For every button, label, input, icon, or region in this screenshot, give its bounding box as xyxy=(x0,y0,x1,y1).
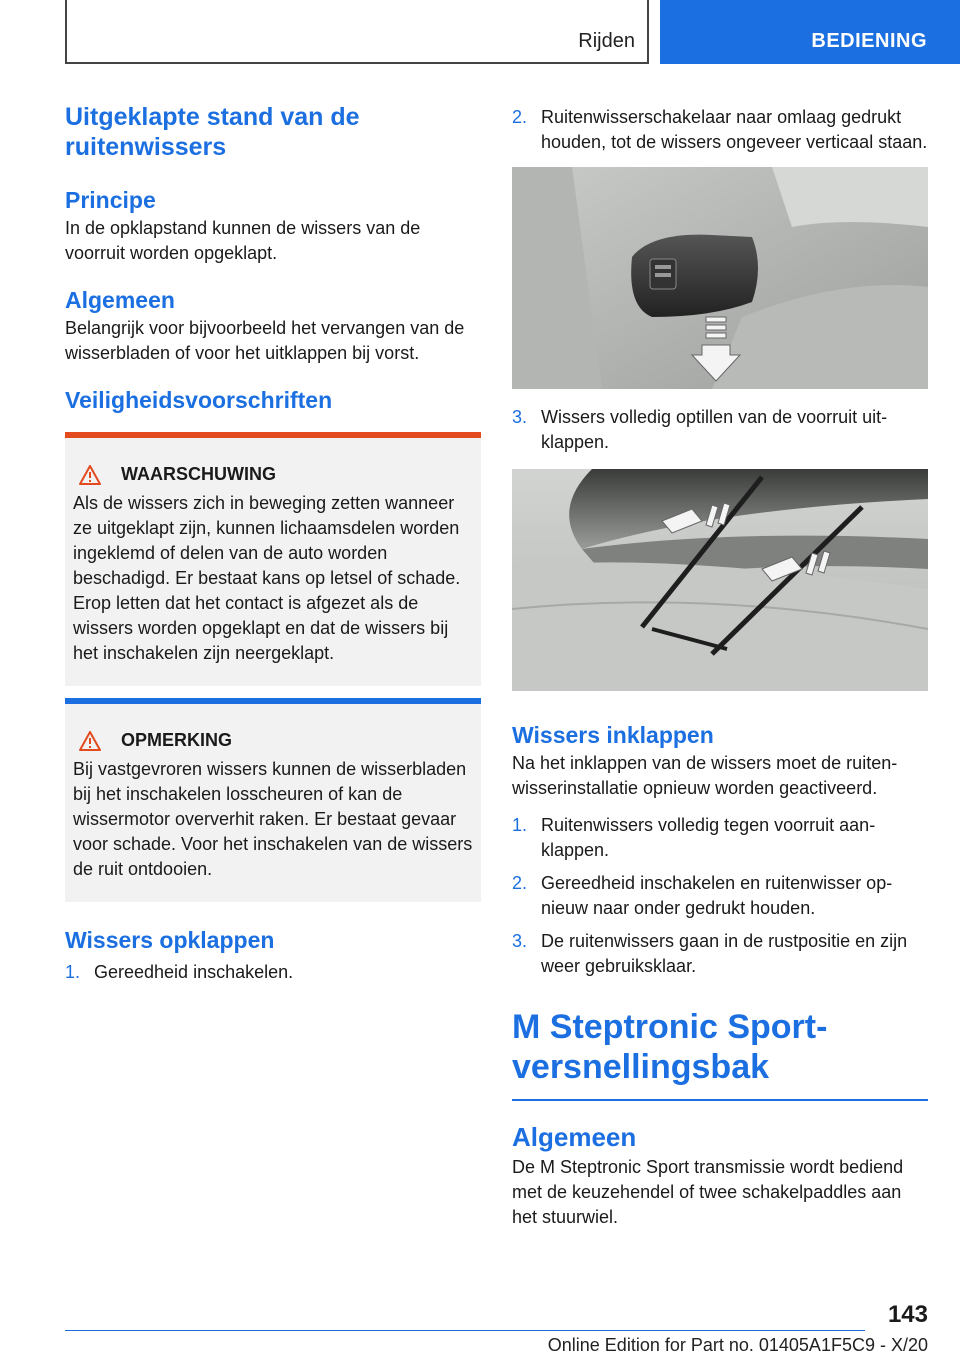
principle-heading: Principe xyxy=(65,187,156,213)
list-item: 3. Wissers volledig optillen van de voorruit uitklappen. xyxy=(512,407,888,452)
fold-up-steps-continued-2 xyxy=(512,405,928,455)
m-general-heading: Algemeen xyxy=(512,1122,637,1152)
title-rule xyxy=(512,1099,928,1101)
m-general-text: De M Steptronic Sport transmissie wordt bediend met de keuzehendel of twee schakelpaddles aan het stuurwiel. xyxy=(512,1157,904,1227)
note-title: OPMERKING xyxy=(121,730,233,750)
list-item: 1. Gereedheid inschakelen. xyxy=(65,962,294,982)
header-frame xyxy=(65,0,649,64)
fold-up-steps-continued xyxy=(512,105,928,155)
warning-title: WAARSCHUWING xyxy=(121,464,276,484)
note-text: Bij vastgevroren wissers kunnen de wisserbladen bij het inschakelen losscheuren of kan de wissermotor oververhit raken. Er bestaat gevaar voor schade. Voor het inschakelen van de wissers de ruit ontdooien. xyxy=(73,759,473,879)
list-item: 2. Ruitenwisserschakelaar naar omlaag gedrukt houden, tot de wissers ongeveer verticaal staan. xyxy=(512,107,928,152)
note-title-row xyxy=(73,730,473,751)
warning-text: Als de wissers zich in beweging zetten wanneer ze uitgeklapt zijn, kunnen lichaamsdelen worden ingeklemd of delen van de auto worden beschadigd. Er bestaat kans op letsel of schade. Erop letten dat het contact is afgezet als de wissers worden opgeklapt en dat de wissers bij het inschakelen zijn neergeklapt. xyxy=(73,493,461,663)
note-box xyxy=(65,698,481,902)
warning-title-row xyxy=(73,464,473,485)
fold-up-heading: Wissers opklappen xyxy=(65,927,275,953)
header-section: Rijden xyxy=(578,30,635,52)
warning-triangle-icon xyxy=(79,465,101,485)
fold-up-steps xyxy=(65,960,481,985)
fold-in-heading: Wissers inklappen xyxy=(512,722,714,748)
page-number: 143 xyxy=(887,1301,928,1328)
principle-text: In de opklapstand kunnen de wissers van de voorruit worden opgeklapt. xyxy=(65,218,421,263)
m-steptronic-title: M Steptronic Sportversnellingsbak xyxy=(512,1008,828,1086)
warning-box xyxy=(65,432,481,686)
right-column xyxy=(512,105,928,1230)
list-item: 2. Gereedheid inschakelen en ruitenwisser opnieuw naar onder gedrukt houden. xyxy=(512,873,893,918)
footer-rule xyxy=(65,1330,865,1331)
fold-in-steps xyxy=(512,813,928,979)
list-item: 3. De ruitenwissers gaan in de rustpositie en zijn weer gebruiksklaar. xyxy=(512,931,908,976)
list-item: 1. Ruitenwissers volledig tegen voorruit aanklappen. xyxy=(512,815,876,860)
edition-text: Online Edition for Part no. 01405A1F5C9 - X/20 xyxy=(547,1335,928,1355)
fold-in-text: Na het inklappen van de wissers moet de ruitenwisserinstallatie opnieuw worden geactiveerd. xyxy=(512,753,898,798)
general-text: Belangrijk voor bijvoorbeeld het vervangen van de wisserbladen of voor het uitklappen bij vorst. xyxy=(65,318,465,363)
left-column xyxy=(65,102,481,993)
header-chapter-tab: BEDIENING xyxy=(660,0,960,64)
wipers-lifted-illustration xyxy=(512,469,928,691)
safety-heading: Veiligheidsvoorschriften xyxy=(65,387,333,413)
wiper-switch-illustration xyxy=(512,167,928,389)
section-title: Uitgeklapte stand van de ruitenwissers xyxy=(65,103,360,161)
caution-triangle-icon xyxy=(79,731,101,751)
general-heading: Algemeen xyxy=(65,287,175,313)
